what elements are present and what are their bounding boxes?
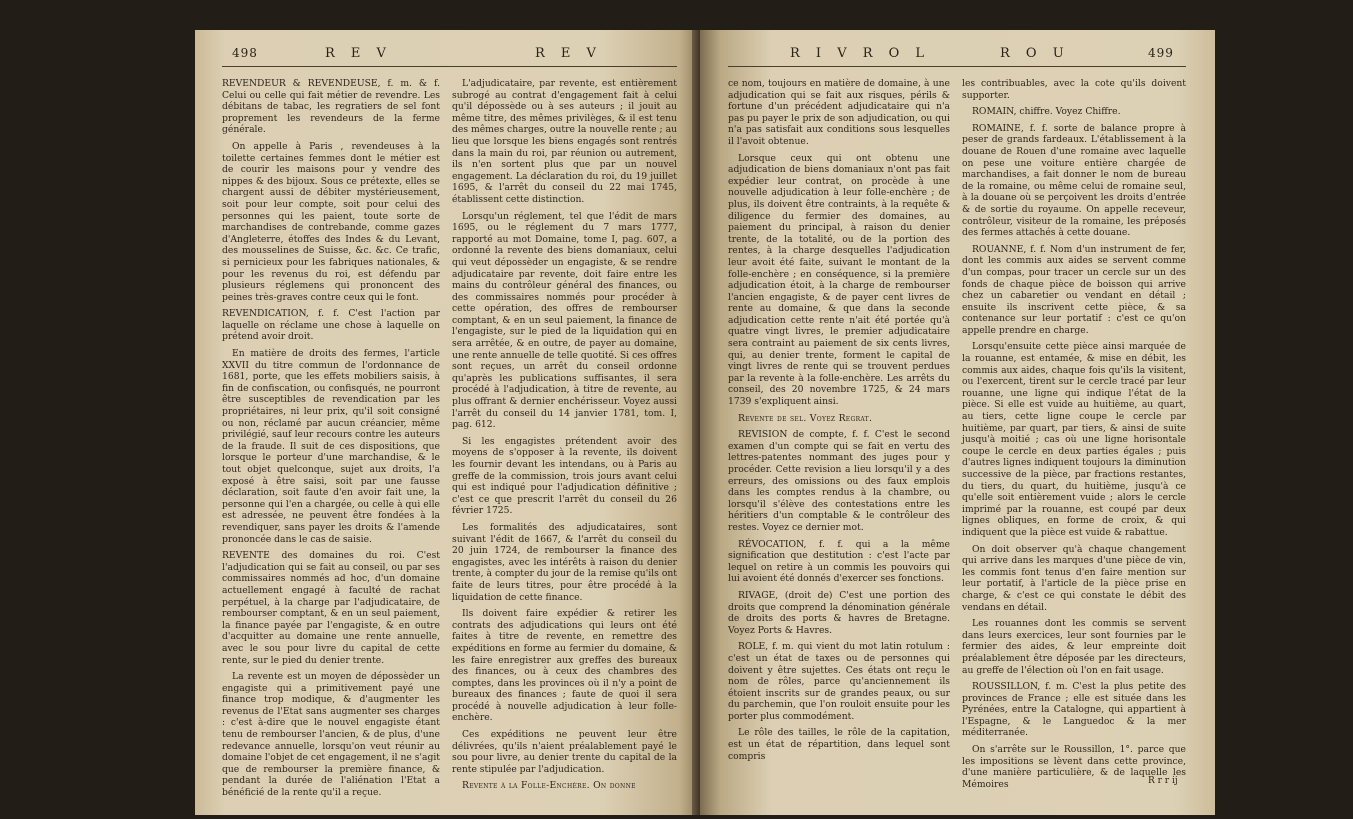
entry-paragraph: Revente à la Folle-Enchère. On donne [462, 780, 636, 792]
left-column-1 [222, 78, 440, 799]
entry-paragraph: Les formalités des adjudicataires, sont suivant l'édit de 1667, & l'arrêt du conseil du 20 juin 1724, de rembourser la finance des engagistes, avec les intérêts à raison du denier trente, à compter du jour de la remise qu'ils ont faite de leurs titres, pour être procédé à la liquidation de cette finance. [452, 521, 677, 603]
entry-paragraph: ce nom, toujours en matière de domaine, à une adjudication qui se fait aux risques, périls & fortune d'un précédent adjudicataire qui n'a pas pu payer le prix de son adjudication, ou qui n'a pas satisfait aux conditions sous lesquelles il l'avoit obtenue. [728, 78, 950, 147]
entry-paragraph: La revente est un moyen de dépossèder un engagiste qui a primitivement payé une finance trop modique, & d'augmenter les revenus de l'Etat sans augmenter ses charges : c'est à-dire que le nouvel engagiste étant tenu de rembourser l'ancien, & de plus, d'une redevance annuelle, lorsqu'on veut réunir au domaine l'objet de cet engagement, il ne s'agit que de rembourser la première finance, & pendant la durée de l'aliénation l'Etat a bénéficié de la rente qu'il a reçue. [222, 671, 440, 799]
entry-paragraph: Lorsqu'un réglement, tel que l'édit de mars 1695, ou le réglement du 7 mars 1777, rapporté au mot Domaine, tome I, pag. 607, a ordonné la revente des biens domaniaux, celui qui veut dépossèder un engagiste, & se rendre adjudicataire par revente, doit faire entre les mains du contrôleur général des finances, ou des commissaires nommés pour procéder à cette opération, des offres de rembourser comptant, & en un seul paiement, la finance de l'engagiste, sur le pied de la liquidation qui en sera arrêtée, & en outre, de payer au domaine, une rente annuelle de telle quotité. Si ces offres sont reçues, un arrêt du conseil ordonne qu'après les publications suffisantes, il sera procédé à l'adjudication, à titre de revente, au plus offrant & dernier enchérisseur. Voyez aussi l'arrêt du conseil du 14 janvier 1781, tom. I, pag. 612. [452, 210, 677, 431]
entry-paragraph: Ces expéditions ne peuvent leur être délivrées, qu'ils n'aient préalablement payé le sou pour livre, au denier trente du capital de la rente stipulée par l'adjudication. [452, 729, 677, 775]
entry-paragraph: On appelle à Paris , revendeuses à la toilette certaines femmes dont le métier est de courir les maisons pour y vendre des nippes & des bijoux. Sous ce prétexte, elles se chargent aussi de débiter mystérieusement, soit pour leur compte, soit pour celui des personnes qui les paient, toute sorte de marchandises de contrebande, comme gazes d'Angleterre, étoffes des Indes & du Levant, des mousselines de Suisse, &c. &c. Ce trafic, si pernicieux pour les fabriques nationales, & pour les revenus du roi, est défendu par plusieurs réglemens qui prononcent des peines très-graves contre ceux qui le font. [222, 140, 440, 303]
entry-paragraph: Les rouannes dont les commis se servent dans leurs exercices, leur sont fournies par le fermier des aides, & leur empreinte doit préalablement être déposée par les directeurs, au greffe de l'élection où l'on en fait usage. [962, 618, 1186, 676]
right-page-number: 499 [1148, 46, 1174, 60]
right-column-1 [728, 78, 950, 762]
entry-paragraph: L'adjudicataire, par revente, est entièrement subrogé au contrat d'engagement fait à celui qu'il dépossède ou à ses auteurs ; il jouit au même titre, des mêmes privilèges, & il est tenu des mêmes charges, outre la nouvelle rente ; au lieu que lorsque les biens engagés sont rentrés dans la main du roi, par réunion ou autrement, ils n'en sortent plus que par un nouvel engagement. La déclaration du roi, du 19 juillet 1695, & l'arrêt du conseil du 22 mai 1745, établissent cette distinction. [452, 78, 677, 205]
right-running-head-1: R I V R O L [790, 46, 931, 61]
right-running-head-2: R O U [1000, 46, 1070, 61]
entry-paragraph: RÉVOCATION, f. f. qui a la même signification que destitution : c'est l'acte par lequel on retire à un commis les pouvoirs qui lui avoient été donnés d'exercer ses fonctions. [728, 538, 950, 585]
entry-paragraph: En matière de droits des fermes, l'article XXVII du titre commun de l'ordonnance de 1681, porte, que les effets mobiliers saisis, à fin de confiscation, ou confisqués, ne pourront être susceptibles de revendication par les propriétaires, ni leur prix, qu'il soit consigné ou non, réclamé par aucun créancier, même privilégié, sauf leur recours contre les auteurs de la fraude. Il suit de ces dispositions, que lorsque le porteur d'une marchandise, & le tout objet quelconque, sujet aux droits, l'a exposé à être saisi, soit par une fausse déclaration, soit faute d'en avoir fait une, la personne qui l'en a chargée, ou celle à qui elle est adressée, ne peuvent être fondées à la revendiquer, sans payer les droits & l'amende prononcée dans le cas de saisie. [222, 348, 440, 545]
left-header-rule [222, 66, 677, 67]
entry-paragraph: REVENTE des domaines du roi. C'est l'adjudication qui se fait au conseil, ou par ses commissaires nommés ad hoc, d'un domaine actuellement engagé à faculté de rachat perpétuel, à la charge par l'adjudicataire, de rembourser comptant, & en un seul paiement, la finance payée par l'engagiste, & en outre d'acquitter au domaine une rente annuelle, avec le sou pour livre du capital de cette rente, sur le pied du denier trente. [222, 550, 440, 666]
entry-paragraph: Revente de sel. Voyez Regrat. [738, 412, 873, 424]
entry-paragraph: Ils doivent faire expédier & retirer les contrats des adjudications qui leurs ont été faites à titre de revente, en remettre des expéditions en forme au fermier du domaine, & les faire enregistrer aux greffes des bureaux des finances, ou à ceux des chambres des comptes, dans les provinces où il n'y a point de bureaux des finances ; faute de quoi il sera procédé à nouvelle adjudication à leur folle-enchère. [452, 608, 677, 724]
right-header-rule [728, 66, 1186, 67]
entry-paragraph: Lorsque ceux qui ont obtenu une adjudication de biens domaniaux n'ont pas fait expédier leur contrat, on procède à une nouvelle adjudication à leur folle-enchère ; de plus, ils doivent être contraints, à la requête & diligence du fermier des domaines, au paiement du principal, à raison du denier trente, de la totalité, ou de la portion des rentes, à la charge desquelles l'adjudication leur avoit été faite, suivant le montant de la folle-enchère ; en conséquence, si la première adjudication étoit, à la charge de rembourser l'ancien engagiste, & de payer cent livres de rente au domaine, & que dans la seconde adjudication cette rente n'ait été portée qu'à quatre vingt livres, le premier adjudicataire sera contraint au paiement de six cents livres, qui, au denier trente, forment le capital de vingt livres de rente qui se trouvent perdues par la revente à la folle-enchère. Les arrêts du conseil, des 20 novembre 1725, & 24 mars 1739 s'expliquent ainsi. [728, 152, 950, 408]
entry-paragraph: ROMAINE, f. f. sorte de balance propre à peser de grands fardeaux. L'établissement à la douane de Rouen d'une romaine avec laquelle on pese une voiture entière chargée de marchandises, a fait donner le nom de bureau de la romaine, ou même celui de romaine seul, à la douane où se perçoivent les droits d'entrée & de sortie du royaume. On appelle receveur, contrôleur, visiteur de la romaine, les préposés des fermes attachés à cette douane. [962, 122, 1186, 239]
entry-paragraph: REVISION de compte, f. f. C'est le second examen d'un compte qui se fait en vertu des lettres-patentes nommant des juges pour y procéder. Cette revision a lieu lorsqu'il y a des erreurs, des omissions ou des faux emplois dans les comptes rendus à la chambre, ou lorsqu'il s'élève des contestations entre les héritiers d'un comptable & le contrôleur des restes. Voyez ce dernier mot. [728, 429, 950, 533]
entry-paragraph: les contribuables, avec la cote qu'ils doivent supporter. [962, 78, 1186, 101]
entry-paragraph: Lorsqu'ensuite cette pièce ainsi marquée de la rouanne, est entamée, & mise en débit, les commis aux aides, chaque fois qu'ils la visitent, ou l'exercent, tirent sur le cercle tracé par leur rouanne, une ligne qui indique l'état de la pièce. Si elle est vuide au huitième, au quart, au tiers, cette ligne coupe le cercle par huitième, par quart, par tiers, & ainsi de suite jusqu'à moitié ; cas où une ligne horisontale coupe le cercle en deux parties égales ; puis d'autres lignes indiquent toujours la diminution successive de la pièce, par fractions restantes, du tiers, du quart, du huitième, jusqu'à ce qu'elle soit entièrement vuide ; alors le cercle imprimé par la rouanne, est coupé par deux lignes obliques, en forme de croix, & qui indiquent que la pièce est vuide & rabattue. [962, 341, 1186, 538]
entry-paragraph: ROUANNE, f. f. Nom d'un instrument de fer, dont les commis aux aides se servent comme d'un compas, pour tracer un cercle sur un des fonds de chaque pièce de boisson qui arrive chez un cabaretier ou vendant en détail ; ensuite ils inscrivent cette pièce, & sa contenance sur leur portatif : c'est ce qu'on appelle prendre en charge. [962, 243, 1186, 336]
left-running-head-2: R E V [535, 46, 602, 61]
entry-paragraph: ROLE, f. m. qui vient du mot latin rotulum : c'est un état de taxes ou de personnes qui doivent y être sujettes. Ces états ont reçu le nom de rôles, parce qu'anciennement ils étoient inscrits sur de grandes peaux, ou sur du parchemin, que l'on rouloit ensuite pour les porter plus commodément. [728, 641, 950, 722]
entry-paragraph: Le rôle des tailles, le rôle de la capitation, est un état de répartition, dans lequel sont compris [728, 727, 950, 762]
entry-paragraph: Si les engagistes prétendent avoir des moyens de s'opposer à la revente, ils doivent les fournir devant les intendans, ou à Paris au greffe de la commission, trois jours avant celui qui est indiqué pour l'adjudication définitive ; c'est ce que prescrit l'arrêt du conseil du 26 février 1725. [452, 435, 677, 517]
entry-paragraph: On doit observer qu'à chaque changement qui arrive dans les marques d'une pièce de vin, les commis font tenus d'en faire mention sur leur portatif, à l'article de la pièce prise en charge, & c'est ce qui constate le débit des vendans en détail. [962, 543, 1186, 613]
entry-paragraph: ROMAIN, chiffre. Voyez Chiffre. [972, 106, 1121, 118]
left-running-head-1: R E V [325, 46, 392, 61]
entry-paragraph: RIVAGE, (droit de) C'est une portion des droits que comprend la dénomination générale de droits des ports & havres de Bretagne. Voyez Ports & Havres. [728, 589, 950, 636]
entry-paragraph: On s'arrête sur le Roussillon, 1°. parce que les impositions se lèvent dans cette province, d'une manière particulière, & de laquelle les Mémoires [962, 744, 1186, 790]
entry-paragraph: REVENDICATION, f. f. C'est l'action par laquelle on réclame une chose à laquelle on prétend avoir droit. [222, 308, 440, 343]
entry-paragraph: REVENDEUR & REVENDEUSE, f. m. & f. Celui ou celle qui fait métier de revendre. Les débitans de tabac, les regratiers de sel font proprement les revendeurs de la ferme générale. [222, 78, 440, 136]
left-page-number: 498 [232, 46, 258, 60]
left-column-2 [452, 78, 677, 792]
signature-mark: R r r ij [1148, 776, 1178, 786]
entry-paragraph: ROUSSILLON, f. m. C'est la plus petite des provinces de France ; elle est située dans les Pyrénées, entre la Catalogne, qui appartient à l'Espagne, & le Languedoc & la mer méditerranée. [962, 681, 1186, 739]
